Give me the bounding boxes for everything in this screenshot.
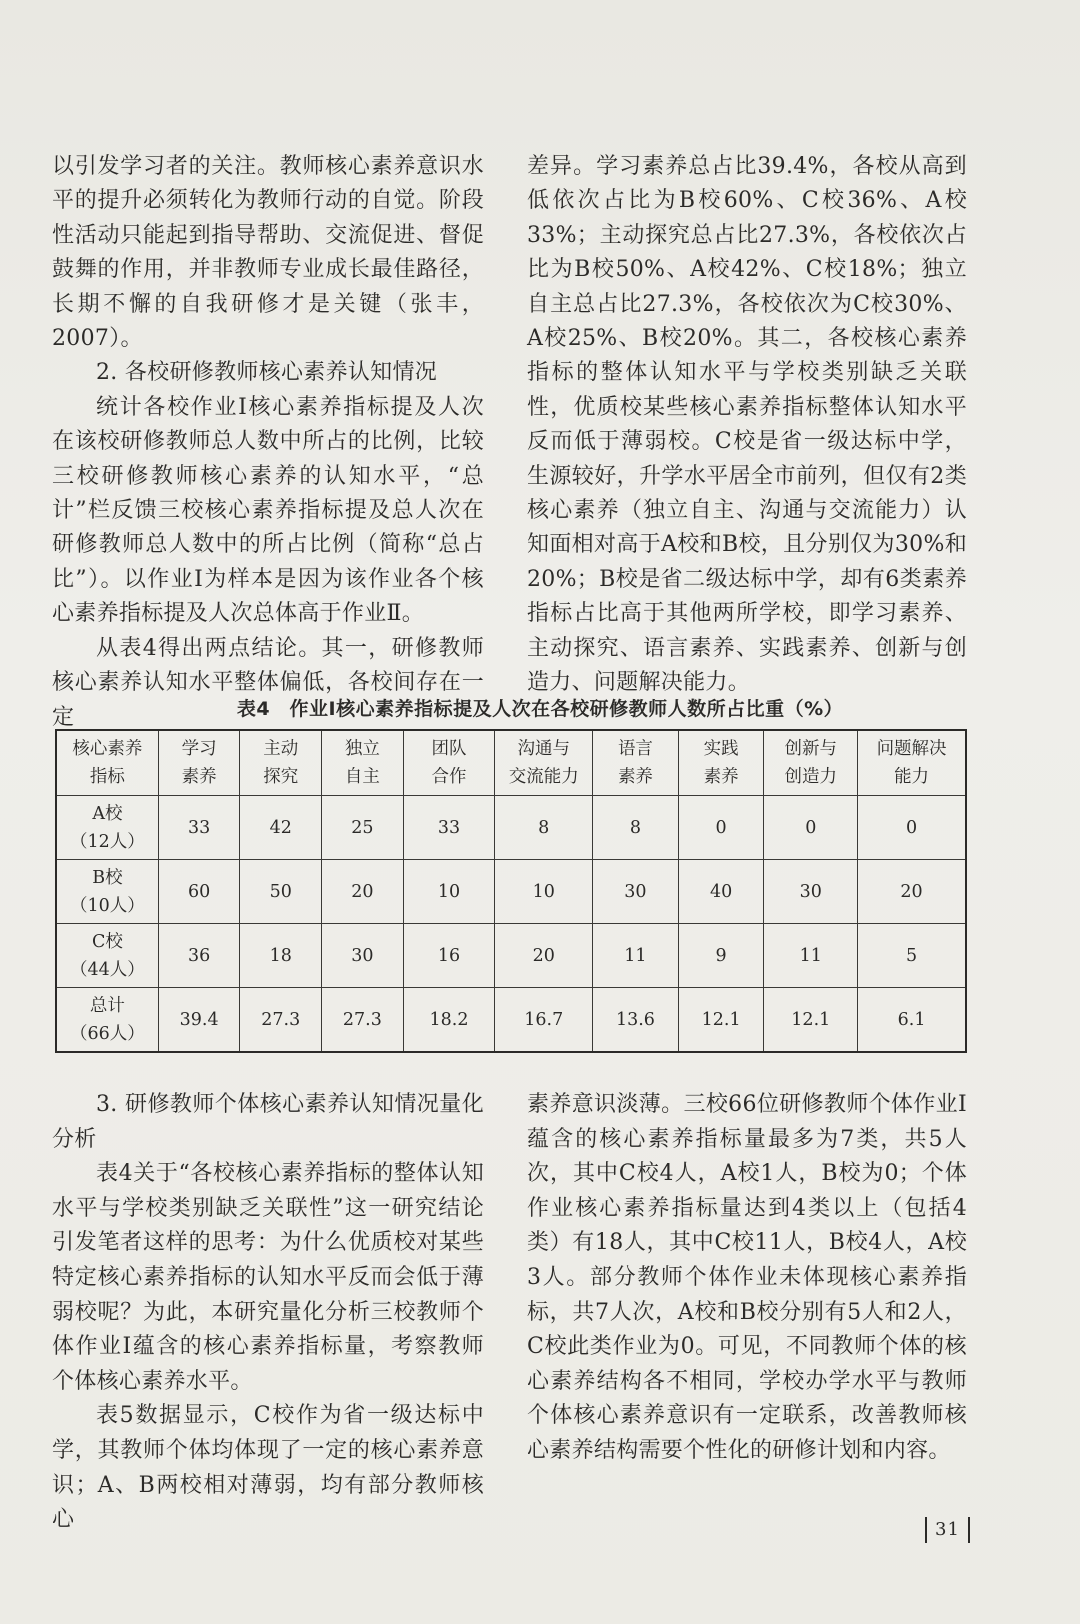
table-cell: 6.1 [858, 988, 966, 1053]
table-cell: 11 [593, 924, 679, 988]
table-row [56, 924, 966, 988]
header-cell: 主动 探究 [240, 730, 322, 796]
table-cell: 27.3 [322, 988, 404, 1053]
table-cell: 5 [858, 924, 966, 988]
header-cell: 语言 素养 [593, 730, 679, 796]
table-cell: 18.2 [403, 988, 495, 1053]
section-heading-2: 2. 各校研修教师核心素养认知情况 [96, 360, 438, 386]
header-cell: 团队 合作 [403, 730, 495, 796]
table-cell: 30 [764, 860, 858, 924]
page-number-text: 31 [935, 1519, 960, 1540]
table-row [56, 860, 966, 924]
table-cell: 39.4 [158, 988, 240, 1053]
table-cell: 27.3 [240, 988, 322, 1053]
table-cell: 18 [240, 924, 322, 988]
table-header-row [56, 730, 966, 796]
table-cell: 10 [403, 860, 495, 924]
paragraph-continuation: 以引发学习者的关注。教师核心素养意识水平的提升必须转化为教师行动的自觉。阶段性活动只能起到指导帮助、交流促进、督促鼓舞的作用，并非教师专业成长最佳路径，长期不懈的自我研修才是关键（张丰，2007）。 [52, 154, 484, 352]
paragraph-conclusions: 从表4得出两点结论。其一，研修教师核心素养认知水平整体偏低，各校间存在一定 [52, 635, 484, 730]
header-cell: 核心素养 指标 [56, 730, 158, 796]
row-label: 总计 （66人） [56, 988, 158, 1053]
table-cell: 9 [678, 924, 764, 988]
paragraph-differences: 差异。学习素养总占比39.4%，各校从高到低依次占比为B校60%、C校36%、A校33%；主动探究总占比27.3%，各校依次占比为B校50%、A校42%、C校18%；独立自主总占比27.3%，各校依次为C校30%、A校25%、B校20%。其二，各校核心素养指标的整体认知水平与学校类别缺乏关联性，优质校某些核心素养指标整体认知水平反而低于薄弱校。C校是省一级达标中学，生源较好，升学水平居全市前列，但仅有2类核心素养（独立自主、沟通与交流能力）认知面相对高于A校和B校，且分别仅为30%和20%；B校是省二级达标中学，却有6类素养指标占比高于其他两所学校，即学习素养、主动探究、语言素养、实践素养、创新与创造力、问题解决能力。 [527, 154, 967, 696]
table-cell: 10 [495, 860, 593, 924]
table-cell: 60 [158, 860, 240, 924]
right-column-top [527, 150, 967, 701]
page-number [917, 1517, 978, 1543]
section-heading-3: 3. 研修教师个体核心素养认知情况量化分析 [52, 1092, 484, 1152]
paragraph-question: 表4关于“各校核心素养指标的整体认知水平与学校类别缺乏关联性”这一研究结论引发笔者这样的思考：为什么优质校对某些特定核心素养指标的认知水平反而会低于薄弱校呢？为此，本研究量化分析三校教师个体作业Ⅰ蕴含的核心素养指标量，考察教师个体核心素养水平。 [52, 1161, 484, 1394]
header-cell: 创新与 创造力 [764, 730, 858, 796]
table-cell: 36 [158, 924, 240, 988]
table-cell: 16 [403, 924, 495, 988]
paragraph-table5: 表5数据显示，C校作为省一级达标中学，其教师个体均体现了一定的核心素养意识；A、B两校相对薄弱，均有部分教师核心 [52, 1403, 484, 1533]
row-label: B校 （10人） [56, 860, 158, 924]
table-cell: 0 [858, 796, 966, 860]
table-cell: 0 [678, 796, 764, 860]
table-cell: 12.1 [678, 988, 764, 1053]
right-column-bottom [527, 1088, 967, 1469]
table-row [56, 796, 966, 860]
left-column-top [52, 150, 484, 735]
table-cell: 30 [593, 860, 679, 924]
table-cell: 8 [593, 796, 679, 860]
row-label: C校 （44人） [56, 924, 158, 988]
table-title: 表4 作业Ⅰ核心素养指标提及人次在各校研修教师人数所占比重（%） [236, 698, 844, 720]
divider [925, 1517, 927, 1543]
table-cell: 30 [322, 924, 404, 988]
table-cell: 16.7 [495, 988, 593, 1053]
table-cell: 33 [403, 796, 495, 860]
table-cell: 8 [495, 796, 593, 860]
table-cell: 20 [858, 860, 966, 924]
header-cell: 学习 素养 [158, 730, 240, 796]
left-column-bottom [52, 1088, 484, 1538]
table-cell: 33 [158, 796, 240, 860]
table-4 [55, 729, 967, 1053]
divider [968, 1517, 970, 1543]
table-cell: 25 [322, 796, 404, 860]
table-cell: 20 [495, 924, 593, 988]
row-label: A校 （12人） [56, 796, 158, 860]
table-cell: 40 [678, 860, 764, 924]
table-row-total [56, 988, 966, 1053]
table-cell: 12.1 [764, 988, 858, 1053]
table-cell: 50 [240, 860, 322, 924]
table-cell: 13.6 [593, 988, 679, 1053]
header-cell: 问题解决 能力 [858, 730, 966, 796]
paragraph-statistics: 统计各校作业Ⅰ核心素养指标提及人次在该校研修教师总人数中所占的比例，比较三校研修教师核心素养的认知水平，“总计”栏反馈三校核心素养指标提及总人次在研修教师总人数中的所占比例（简称“总占比”）。以作业Ⅰ为样本是因为该作业各个核心素养指标提及人次总体高于作业Ⅱ。 [52, 394, 484, 627]
table-cell: 11 [764, 924, 858, 988]
header-cell: 独立 自主 [322, 730, 404, 796]
table-cell: 20 [322, 860, 404, 924]
table-cell: 42 [240, 796, 322, 860]
paragraph-individual: 素养意识淡薄。三校66位研修教师个体作业Ⅰ蕴含的核心素养指标量最多为7类，共5人次，其中C校4人，A校1人，B校为0；个体作业核心素养指标量达到4类以上（包括4类）有18人，其中C校11人，B校4人，A校3人。部分教师个体作业未体现核心素养指标，共7人次，A校和B校分别有5人和2人，C校此类作业为0。可见，不同教师个体的核心素养结构各不相同，学校办学水平与教师个体核心素养意识有一定联系，改善教师核心素养结构需要个性化的研修计划和内容。 [527, 1092, 967, 1463]
header-cell: 沟通与 交流能力 [495, 730, 593, 796]
header-cell: 实践 素养 [678, 730, 764, 796]
table-cell: 0 [764, 796, 858, 860]
